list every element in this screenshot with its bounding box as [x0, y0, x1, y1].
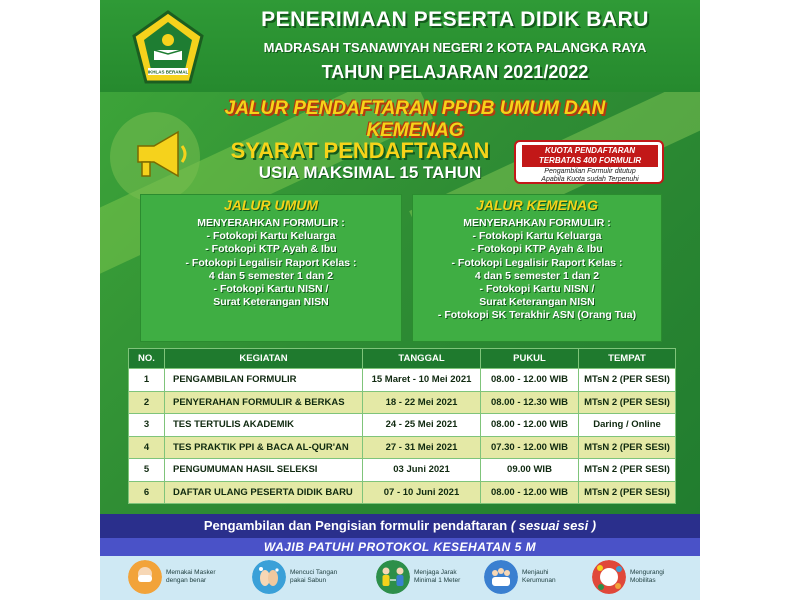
- protocol-label-line: Mobilitas: [630, 577, 656, 584]
- requirement-line: 4 dan 5 semester 1 dan 2: [474, 269, 600, 282]
- cell-tempat: MTsN 2 (PER SESI): [579, 436, 676, 459]
- megaphone-icon: [132, 128, 190, 180]
- requirement-line: - Fotokopi Legalisir Raport Kelas :: [451, 256, 623, 269]
- jalur-umum-requirements: [141, 217, 401, 309]
- cell-kegiatan: PENGUMUMAN HASIL SELEKSI: [165, 459, 363, 482]
- protocol-label-line: Kerumunan: [522, 577, 556, 584]
- crowd-icon: [484, 560, 518, 594]
- quota-notice: [514, 140, 664, 184]
- cell-tempat: MTsN 2 (PER SESI): [579, 459, 676, 482]
- table-row: [129, 369, 676, 392]
- cell-tanggal: 03 Juni 2021: [363, 459, 481, 482]
- protocol-strip: [100, 556, 700, 600]
- schedule-table: [128, 348, 676, 504]
- handwash-icon: [252, 560, 286, 594]
- cell-tempat: MTsN 2 (PER SESI): [579, 481, 676, 504]
- requirement-line: - Fotokopi KTP Ayah & Ibu: [205, 243, 337, 256]
- ppdb-poster: [100, 0, 700, 600]
- protocol-label: [414, 569, 476, 585]
- protocol-label: [290, 569, 352, 585]
- poster-header: [100, 0, 700, 92]
- table-header-row: [129, 349, 676, 369]
- requirement-line: Surat Keterangan NISN: [479, 296, 595, 309]
- requirement-line: - Fotokopi Kartu NISN /: [479, 283, 595, 296]
- cell-tempat: Daring / Online: [579, 414, 676, 437]
- poster-title: PENERIMAAN PESERTA DIDIK BARU: [261, 8, 649, 31]
- kemenag-logo-icon: [130, 10, 206, 86]
- requirement-line: Surat Keterangan NISN: [213, 296, 329, 309]
- requirement-line: - Fotokopi SK Terakhir ASN (Orang Tua): [437, 309, 637, 322]
- protocol-label-line: Menjaga Jarak: [414, 569, 457, 576]
- quota-note-line1: Pengambilan Formulir ditutup: [544, 168, 636, 175]
- cell-tanggal: 27 - 31 Mei 2021: [363, 436, 481, 459]
- info-main-text: Pengambilan dan Pengisian formulir pendaftaran: [203, 518, 508, 533]
- cell-kegiatan: TES PRAKTIK PPI & BACA AL-QUR'AN: [165, 436, 363, 459]
- requirement-line: - Fotokopi Legalisir Raport Kelas :: [185, 256, 357, 269]
- jalur-banner: JALUR PENDAFTARAN PPDB UMUM DAN KEMENAG: [224, 98, 606, 141]
- age-requirement: USIA MAKSIMAL 15 TAHUN: [258, 163, 482, 182]
- requirement-line: - Fotokopi Kartu Keluarga: [472, 230, 602, 243]
- cell-pukul: 07.30 - 12.00 WIB: [481, 436, 579, 459]
- requirement-line: MENYERAHKAN FORMULIR :: [463, 217, 611, 229]
- cell-tanggal: 18 - 22 Mei 2021: [363, 391, 481, 414]
- quota-title-line2: TERBATAS 400 FORMULIR: [538, 156, 642, 165]
- col-header-tempat: TEMPAT: [579, 349, 676, 369]
- quota-title: [522, 145, 658, 167]
- protocol-label-line: Minimal 1 Meter: [414, 577, 461, 584]
- cell-kegiatan: TES TERTULIS AKADEMIK: [165, 414, 363, 437]
- requirement-line: - Fotokopi Kartu NISN /: [213, 283, 329, 296]
- logo-text: IKHLAS BERAMAL: [147, 69, 189, 75]
- table-row: [129, 436, 676, 459]
- protocol-label: [522, 569, 584, 585]
- cell-pukul: 08.00 - 12.00 WIB: [481, 369, 579, 392]
- health-protocol-banner: WAJIB PATUHI PROTOKOL KESEHATAN 5 M: [100, 538, 700, 556]
- cell-pukul: 08.00 - 12.00 WIB: [481, 481, 579, 504]
- quota-note-line2: Apabila Kuota sudah Terpenuhi: [541, 176, 639, 183]
- quota-title-line1: KUOTA PENDAFTARAN: [544, 146, 636, 155]
- col-header-pukul: PUKUL: [481, 349, 579, 369]
- col-header-kegiatan: KEGIATAN: [165, 349, 363, 369]
- schedule-table-wrap: [128, 348, 676, 504]
- cell-no: 4: [129, 436, 165, 459]
- jalur-kemenag-title: JALUR KEMENAG: [475, 197, 599, 213]
- cell-tempat: MTsN 2 (PER SESI): [579, 391, 676, 414]
- cell-tanggal: 24 - 25 Mei 2021: [363, 414, 481, 437]
- requirement-line: MENYERAHKAN FORMULIR :: [197, 217, 345, 229]
- cell-tempat: MTsN 2 (PER SESI): [579, 369, 676, 392]
- jalur-kemenag-requirements: [413, 217, 661, 323]
- cell-pukul: 08.00 - 12.30 WIB: [481, 391, 579, 414]
- requirement-line: - Fotokopi Kartu Keluarga: [206, 230, 336, 243]
- requirement-line: - Fotokopi KTP Ayah & Ibu: [471, 243, 603, 256]
- cell-no: 3: [129, 414, 165, 437]
- protocol-label: [166, 569, 228, 585]
- cell-pukul: 08.00 - 12.00 WIB: [481, 414, 579, 437]
- cell-kegiatan: PENGAMBILAN FORMULIR: [165, 369, 363, 392]
- protocol-label-line: Menjauhi: [522, 569, 549, 576]
- cell-no: 1: [129, 369, 165, 392]
- protocol-label: [630, 569, 692, 585]
- distance-icon: [376, 560, 410, 594]
- cell-kegiatan: PENYERAHAN FORMULIR & BERKAS: [165, 391, 363, 414]
- protocol-label-line: dengan benar: [166, 577, 207, 584]
- info-emphasis-text: ( sesuai sesi ): [510, 518, 597, 533]
- school-name: MADRASAH TSANAWIYAH NEGERI 2 KOTA PALANGKA RAYA: [263, 40, 647, 55]
- cell-kegiatan: DAFTAR ULANG PESERTA DIDIK BARU: [165, 481, 363, 504]
- cell-tanggal: 07 - 10 Juni 2021: [363, 481, 481, 504]
- table-row: [129, 481, 676, 504]
- syarat-heading: SYARAT PENDAFTARAN: [230, 138, 490, 163]
- protocol-label-line: Mengurangi: [630, 569, 665, 576]
- info-bar: [100, 514, 700, 538]
- cell-no: 2: [129, 391, 165, 414]
- protocol-label-line: pakai Sabun: [290, 577, 327, 584]
- protocol-label-line: Memakai Masker: [166, 569, 216, 576]
- quota-note: [520, 168, 660, 184]
- mobility-icon: [592, 560, 626, 594]
- cell-tanggal: 15 Maret - 10 Mei 2021: [363, 369, 481, 392]
- jalur-umum-panel: [140, 194, 402, 342]
- table-row: [129, 414, 676, 437]
- mask-icon: [128, 560, 162, 594]
- cell-no: 5: [129, 459, 165, 482]
- col-header-no: NO.: [129, 349, 165, 369]
- table-row: [129, 459, 676, 482]
- cell-pukul: 09.00 WIB: [481, 459, 579, 482]
- table-row: [129, 391, 676, 414]
- protocol-label-line: Mencuci Tangan: [290, 569, 338, 576]
- academic-year: TAHUN PELAJARAN 2021/2022: [321, 62, 589, 82]
- col-header-tanggal: TANGGAL: [363, 349, 481, 369]
- cell-no: 6: [129, 481, 165, 504]
- jalur-kemenag-panel: [412, 194, 662, 342]
- jalur-umum-title: JALUR UMUM: [223, 197, 319, 213]
- requirement-line: 4 dan 5 semester 1 dan 2: [208, 269, 334, 282]
